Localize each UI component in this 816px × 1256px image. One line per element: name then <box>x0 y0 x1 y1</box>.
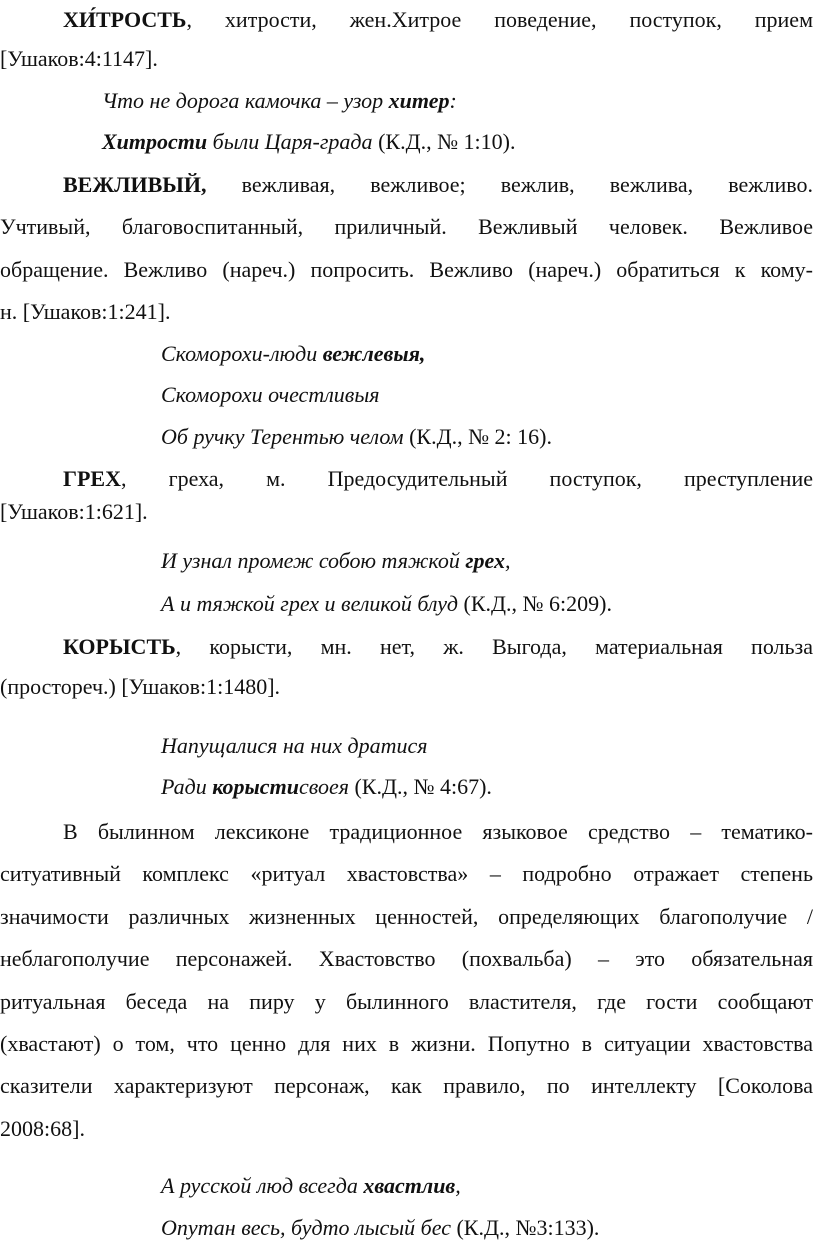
entry-vezhlivy-line-2: Учтивый, благовоспитанный, приличный. Вежливый человек. Вежливое <box>0 214 813 239</box>
paragraph-line-1: В былинном лексиконе традиционное языковое средство – тематико- <box>63 819 813 844</box>
entry-greh-line-1: ГРЕХ, греха, м. Предосудительный поступок, преступление <box>63 466 813 491</box>
entry-greh-line-2: [Ушаков:1:621]. <box>0 499 148 524</box>
entry-hitrost-line-2: [Ушаков:4:1147]. <box>0 46 158 71</box>
paragraph-line-2: ситуативный комплекс «ритуал хвастовства» – подробно отражает степень <box>0 861 813 886</box>
entry-koryst-line-2: (простореч.) [Ушаков:1:1480]. <box>0 674 281 699</box>
headword-hitrost: ХИ́ТРОСТЬ <box>63 7 187 32</box>
paragraph-line-6: (хвастают) о том, что ценно для них в жизни. Попутно в ситуации хвастовства <box>0 1031 813 1056</box>
quote-vezhlivy-3: Об ручку Терентью челом (К.Д., № 2: 16). <box>161 424 552 449</box>
final-quote-2: Опутан весь, будто лысый бес (К.Д., №3:133). <box>161 1215 600 1240</box>
paragraph-line-3: значимости различных жизненных ценностей, определяющих благополучие / <box>0 904 813 929</box>
headword-vezhlivy: ВЕЖЛИВЫЙ, <box>63 172 207 197</box>
headword-koryst: КОРЫСТЬ <box>63 634 176 659</box>
quote-greh-1: И узнал промеж собою тяжкой грех, <box>161 548 511 573</box>
quote-koryst-1: Напущалися на них дратися <box>161 733 428 758</box>
headword-greh: ГРЕХ <box>63 466 121 491</box>
quote-hitrost-2: Хитрости были Царя-града (К.Д., № 1:10). <box>102 129 516 154</box>
entry-vezhlivy-line-1: ВЕЖЛИВЫЙ, вежливая, вежливое; вежлив, вежлива, вежливо. <box>63 172 813 197</box>
entry-hitrost-line-1: ХИ́ТРОСТЬ, хитрости, жен.Хитрое поведение, поступок, прием <box>63 7 813 32</box>
final-quote-1: А русской люд всегда хвастлив, <box>161 1173 461 1198</box>
entry-vezhlivy-line-3: обращение. Вежливо (нареч.) попросить. Вежливо (нареч.) обратиться к кому- <box>0 257 813 282</box>
quote-vezhlivy-1: Скоморохи-люди вежлевыя, <box>161 341 426 366</box>
quote-vezhlivy-2: Скоморохи очестливыя <box>161 382 380 407</box>
paragraph-line-5: ритуальная беседа на пиру у былинного властителя, где гости сообщают <box>0 989 813 1014</box>
entry-koryst-line-1: КОРЫСТЬ, корысти, мн. нет, ж. Выгода, материальная польза <box>63 634 813 659</box>
paragraph-line-7: сказители характеризуют персонаж, как правило, по интеллекту [Соколова <box>0 1073 813 1098</box>
quote-hitrost-1: Что не дорога камочка – узор хитер: <box>102 88 457 113</box>
quote-greh-2: А и тяжкой грех и великой блуд (К.Д., № 6:209). <box>161 591 612 616</box>
entry-vezhlivy-line-4: н. [Ушаков:1:241]. <box>0 299 171 324</box>
quote-koryst-2: Ради корыстисвоея (К.Д., № 4:67). <box>161 774 492 799</box>
paragraph-line-8: 2008:68]. <box>0 1116 85 1141</box>
paragraph-line-4: неблагополучие персонажей. Хвастовство (похвальба) – это обязательная <box>0 946 813 971</box>
